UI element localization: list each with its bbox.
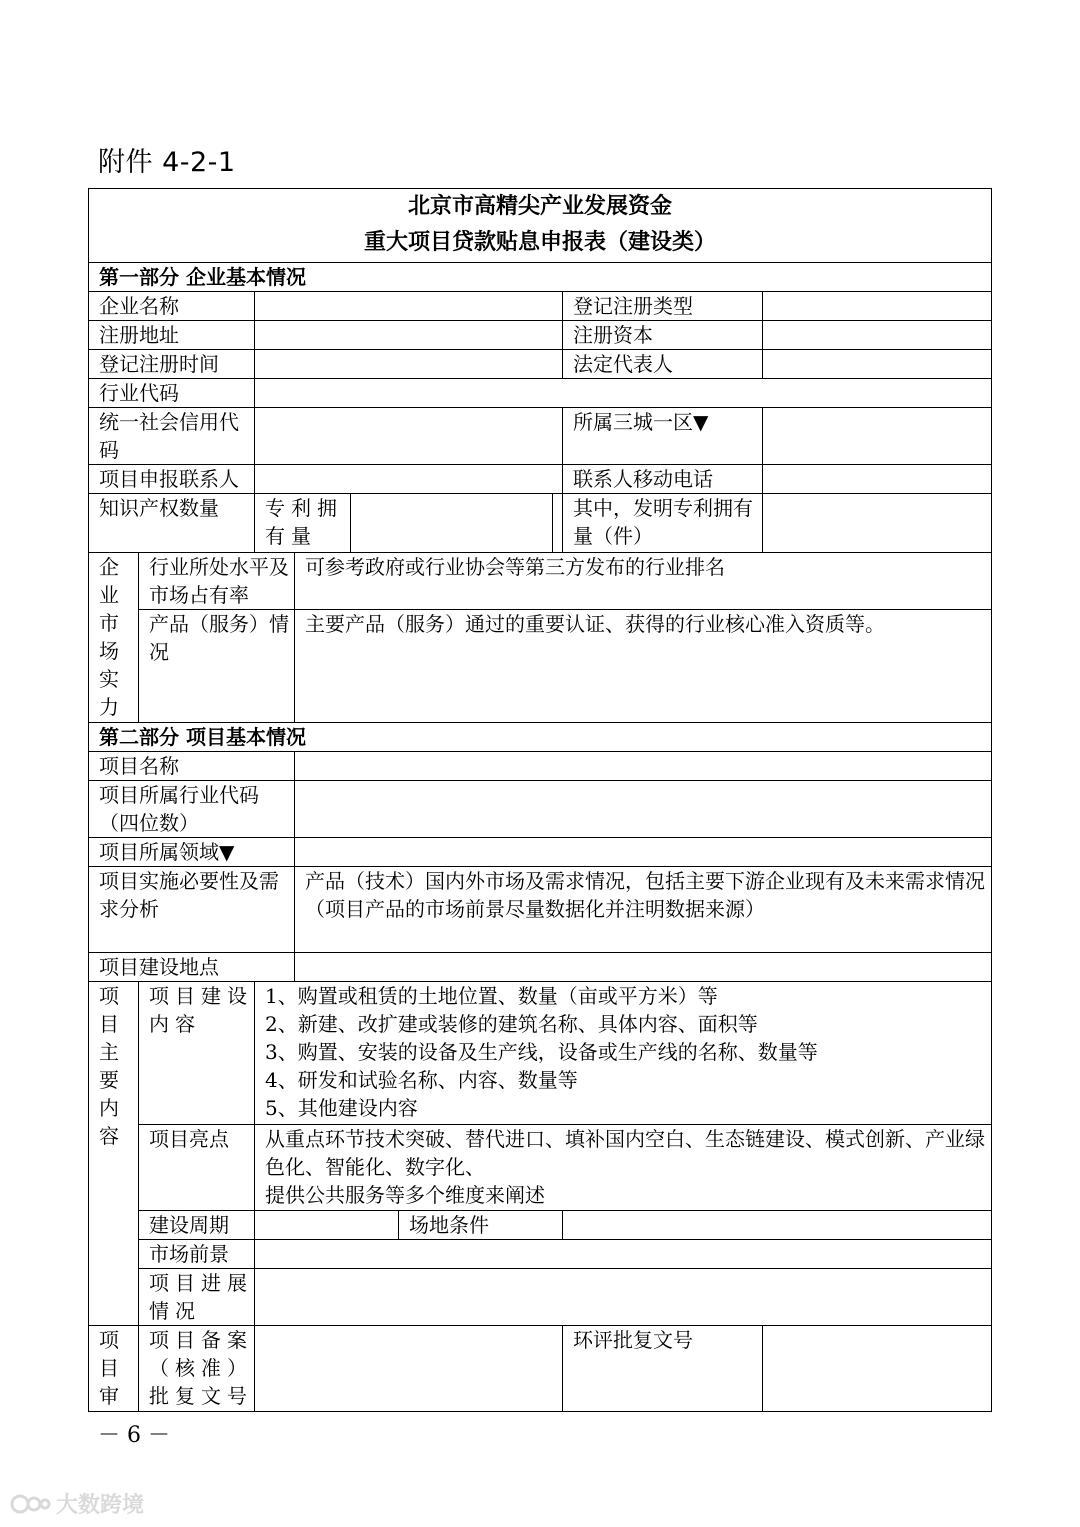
market-strength-group-label: 企业市场实力 xyxy=(89,553,139,723)
construction-content-label: 项目建设内容 xyxy=(139,982,255,1125)
necessity-hint-1: 产品（技术）国内外市场及需求情况，包括主要下游企业现有及未来需求情况 xyxy=(305,869,985,893)
registration-time-field[interactable] xyxy=(255,350,563,379)
ip-count-label: 知识产权数量 xyxy=(89,494,255,553)
progress-label: 项目进展情况 xyxy=(139,1269,255,1326)
attachment-label: 附件 4-2-1 xyxy=(98,147,236,178)
form-title xyxy=(89,189,992,263)
site-conditions-field[interactable] xyxy=(563,1211,992,1240)
highlights-field[interactable] xyxy=(255,1125,992,1211)
necessity-field[interactable] xyxy=(295,867,992,953)
industry-code-label: 行业代码 xyxy=(89,379,255,408)
registration-type-label: 登记注册类型 xyxy=(563,292,763,321)
table-row xyxy=(89,953,992,982)
legal-representative-label: 法定代表人 xyxy=(563,350,763,379)
credit-code-field[interactable] xyxy=(255,408,563,465)
registered-capital-field[interactable] xyxy=(763,321,992,350)
table-row xyxy=(89,1269,992,1326)
highlights-label: 项目亮点 xyxy=(139,1125,255,1211)
content-item: 2、新建、改扩建或装修的建筑名称、具体内容、面积等 xyxy=(265,1012,758,1036)
patents-owned-field[interactable] xyxy=(351,494,552,552)
table-row xyxy=(89,321,992,350)
table-row xyxy=(89,1240,992,1269)
eia-approval-label: 环评批复文号 xyxy=(563,1326,763,1412)
table-row xyxy=(89,553,992,610)
table-row xyxy=(89,350,992,379)
table-row xyxy=(89,379,992,408)
filing-approval-label: 项目备案（核准）批复文号 xyxy=(139,1326,255,1412)
content-item: 1、购置或租赁的土地位置、数量（亩或平方米）等 xyxy=(265,984,718,1008)
necessity-hint-2: （项目产品的市场前景尽量数据化并注明数据来源） xyxy=(305,897,765,921)
project-field-select[interactable] xyxy=(295,838,992,867)
registered-address-label: 注册地址 xyxy=(89,321,255,350)
content-item: 5、其他建设内容 xyxy=(265,1096,418,1120)
progress-field[interactable] xyxy=(255,1269,992,1326)
project-industry-code-label: 项目所属行业代码（四位数） xyxy=(89,781,295,838)
company-name-field[interactable] xyxy=(255,292,563,321)
construction-content-field[interactable] xyxy=(255,982,992,1125)
watermark xyxy=(10,1488,144,1519)
industry-code-field[interactable] xyxy=(255,379,992,408)
project-name-label: 项目名称 xyxy=(89,752,295,781)
table-row xyxy=(89,781,992,838)
part2-heading: 第二部分 项目基本情况 xyxy=(89,723,992,752)
project-field-label: 项目所属领域▼ xyxy=(89,838,295,867)
registered-address-field[interactable] xyxy=(255,321,563,350)
invention-patents-label: 其中，发明专利拥有量（件） xyxy=(563,494,763,553)
table-row xyxy=(89,1125,992,1211)
contact-phone-field[interactable] xyxy=(763,465,992,494)
contact-person-label: 项目申报联系人 xyxy=(89,465,255,494)
district-select[interactable] xyxy=(763,408,992,465)
page-number: － 6 － xyxy=(98,1423,170,1448)
industry-level-hint[interactable]: 可参考政府或行业协会等第三方发布的行业排名 xyxy=(295,553,992,610)
filing-approval-field[interactable] xyxy=(255,1326,563,1412)
table-row xyxy=(89,982,992,1125)
credit-code-label: 统一社会信用代码 xyxy=(89,408,255,465)
project-name-field[interactable] xyxy=(295,752,992,781)
part1-heading: 第一部分 企业基本情况 xyxy=(89,263,992,292)
form-title-line2: 重大项目贷款贴息申报表（建设类） xyxy=(364,230,717,255)
registration-time-label: 登记注册时间 xyxy=(89,350,255,379)
table-row xyxy=(89,867,992,953)
products-services-hint[interactable]: 主要产品（服务）通过的重要认证、获得的行业核心准入资质等。 xyxy=(295,610,992,723)
table-row xyxy=(89,1326,992,1412)
contact-person-field[interactable] xyxy=(255,465,563,494)
content-item: 4、研发和试验名称、内容、数量等 xyxy=(265,1068,578,1092)
highlights-hint-2: 提供公共服务等多个维度来阐述 xyxy=(265,1183,545,1207)
content-item: 3、购置、安装的设备及生产线，设备或生产线的名称、数量等 xyxy=(265,1040,818,1064)
table-row xyxy=(89,752,992,781)
table-row xyxy=(89,292,992,321)
table-row xyxy=(89,610,992,723)
highlights-hint-1: 从重点环节技术突破、替代进口、填补国内空白、生态链建设、模式创新、产业绿色化、智能化、数字化、 xyxy=(265,1127,985,1179)
ip-count-spacer xyxy=(553,494,563,553)
location-label: 项目建设地点 xyxy=(89,953,295,982)
legal-representative-field[interactable] xyxy=(763,350,992,379)
contact-phone-label: 联系人移动电话 xyxy=(563,465,763,494)
products-services-label: 产品（服务）情况 xyxy=(139,610,295,723)
table-row xyxy=(89,408,992,465)
construction-period-label: 建设周期 xyxy=(139,1211,255,1240)
market-outlook-field[interactable] xyxy=(255,1240,992,1269)
table-row xyxy=(89,465,992,494)
approval-group-label: 项目审 xyxy=(89,1326,139,1412)
table-row xyxy=(89,838,992,867)
watermark-logo-icon xyxy=(10,1492,52,1516)
necessity-label: 项目实施必要性及需求分析 xyxy=(89,867,295,953)
eia-approval-field[interactable] xyxy=(763,1326,992,1412)
watermark-text: 大数跨境 xyxy=(56,1493,145,1518)
registration-type-field[interactable] xyxy=(763,292,992,321)
construction-period-field[interactable] xyxy=(255,1211,399,1240)
company-name-label: 企业名称 xyxy=(89,292,255,321)
table-row xyxy=(89,494,992,553)
invention-patents-field[interactable] xyxy=(763,494,992,553)
location-field[interactable] xyxy=(295,953,992,982)
site-conditions-label: 场地条件 xyxy=(399,1211,563,1240)
industry-level-label: 行业所处水平及市场占有率 xyxy=(139,553,295,610)
patents-owned-label: 专利拥有量 xyxy=(255,494,351,552)
registered-capital-label: 注册资本 xyxy=(563,321,763,350)
market-outlook-label: 市场前景 xyxy=(139,1240,255,1269)
main-content-group-label: 项目主要内容 xyxy=(89,982,139,1326)
form-title-line1: 北京市高精尖产业发展资金 xyxy=(408,194,673,219)
project-industry-code-field[interactable] xyxy=(295,781,992,838)
table-row xyxy=(89,1211,992,1240)
application-form-table xyxy=(88,188,992,1412)
district-label: 所属三城一区▼ xyxy=(563,408,763,465)
